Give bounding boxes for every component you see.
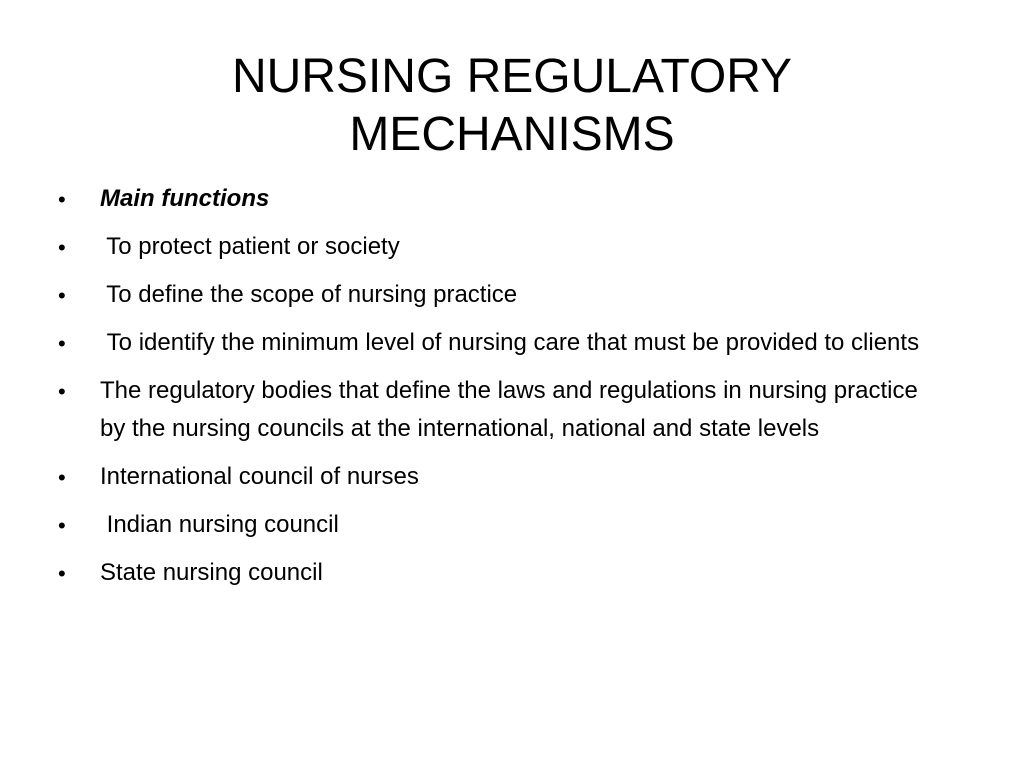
bullet-dot-icon: •	[58, 465, 66, 490]
bullet-list	[58, 180, 938, 602]
bullet-text: To define the scope of nursing practice	[100, 281, 518, 308]
bullet-dot-icon: •	[58, 331, 66, 356]
bullet-item	[58, 458, 938, 496]
title-line-2: MECHANISMS	[349, 108, 675, 161]
bullet-item	[58, 554, 938, 592]
bullet-text: To protect patient or society	[100, 233, 400, 260]
bullet-text: State nursing council	[100, 559, 323, 586]
bullet-item	[58, 372, 938, 448]
bullet-dot-icon: •	[58, 513, 66, 538]
bullet-item	[58, 324, 938, 362]
bullet-dot-icon: •	[58, 235, 66, 260]
bullet-item	[58, 506, 938, 544]
bullet-item	[58, 276, 938, 314]
bullet-dot-icon: •	[58, 187, 66, 212]
bullet-text: International council of nurses	[100, 463, 419, 490]
title-line-1: NURSING REGULATORY	[231, 50, 793, 103]
bullet-dot-icon: •	[58, 561, 66, 586]
bullet-text: The regulatory bodies that define the laws and regulations in nursing practice by the nursing councils at the international, national and state levels	[100, 377, 918, 442]
bullet-dot-icon: •	[58, 379, 66, 404]
bullet-item	[58, 228, 938, 266]
bullet-text: Indian nursing council	[100, 511, 339, 538]
bullet-text: To identify the minimum level of nursing care that must be provided to clients	[100, 329, 920, 356]
bullet-dot-icon: •	[58, 283, 66, 308]
bullet-item	[58, 180, 938, 218]
slide-title	[60, 48, 964, 164]
bullet-text: Main functions	[100, 185, 270, 212]
